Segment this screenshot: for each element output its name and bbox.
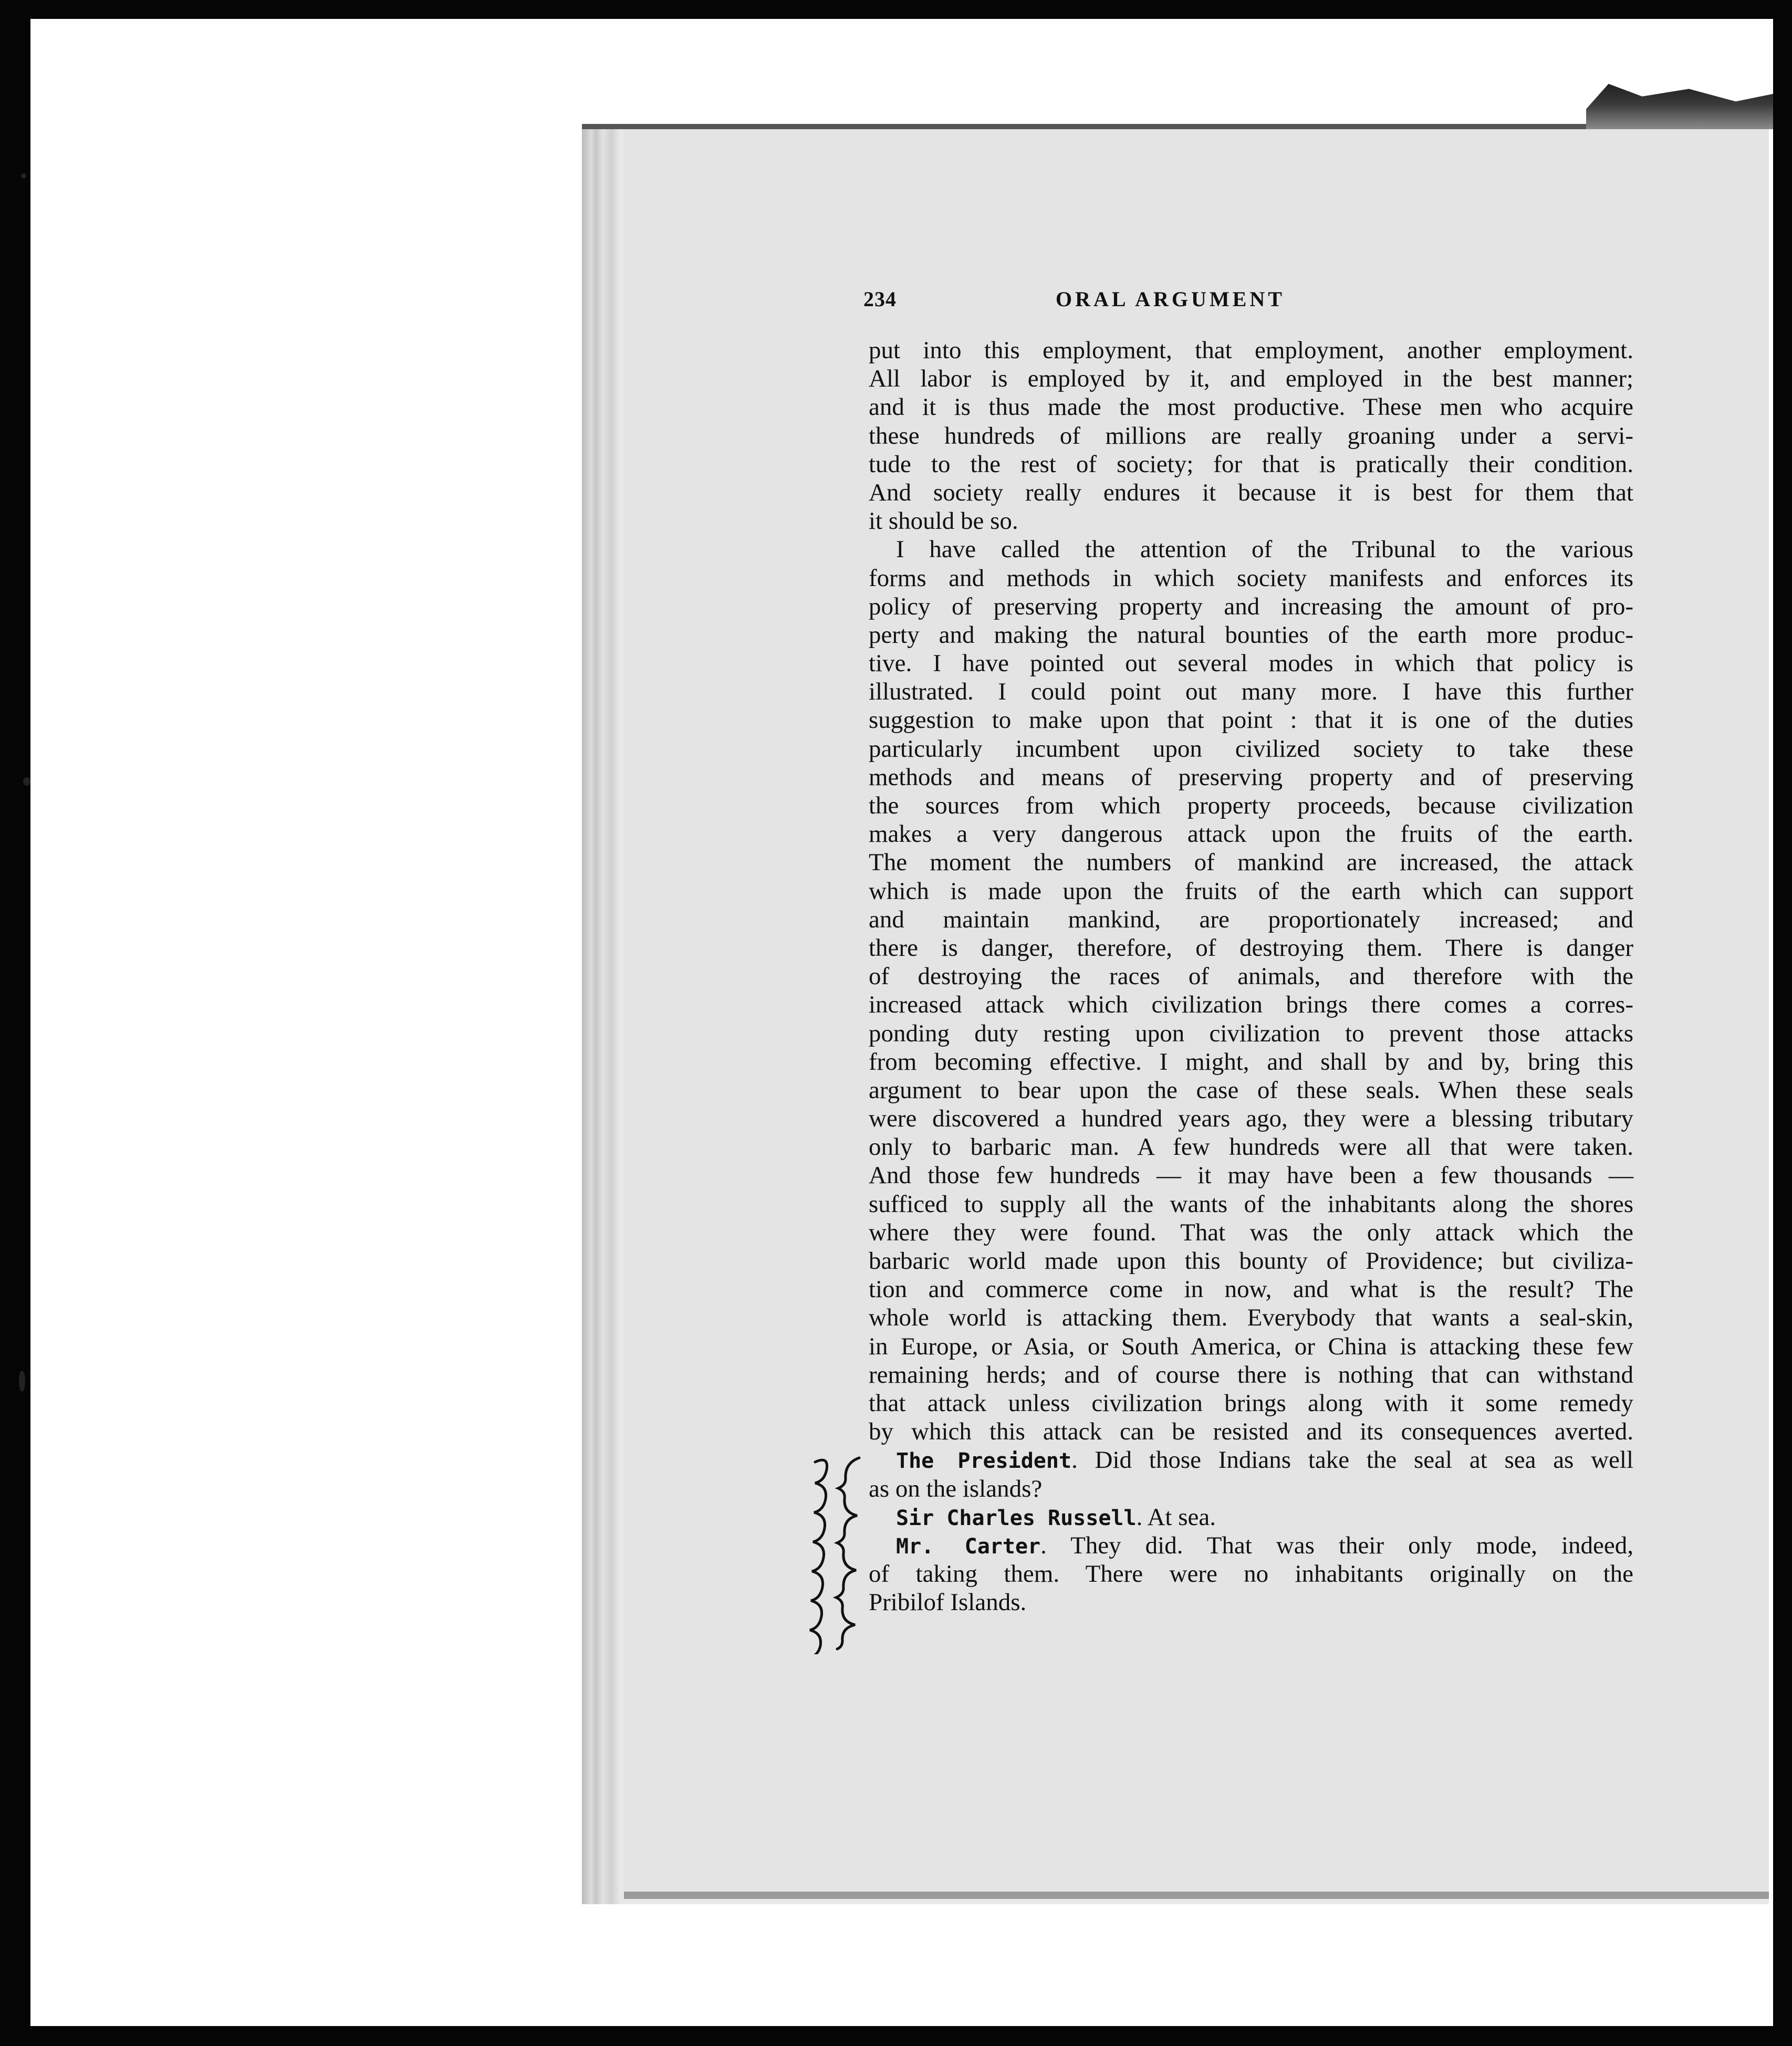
torn-page-corner: [1586, 79, 1773, 129]
dialogue-line: as on the islands?: [869, 1475, 1043, 1502]
film-border-top: [0, 0, 1792, 19]
film-border-right: [1773, 0, 1792, 2046]
text-line: tude to the rest of society; for that is pratically their condition.: [869, 450, 1633, 478]
text-line: only to barbaric man. A few hundreds were all that were taken.: [869, 1133, 1633, 1161]
text-line: the sources from which property proceeds, because civilization: [869, 792, 1633, 819]
speaker-name: The President: [896, 1449, 1072, 1474]
page-number: 234: [863, 287, 897, 311]
dialogue-line: Pribilof Islands.: [869, 1589, 1027, 1616]
text-line: particularly incumbent upon civilized society to take these: [869, 735, 1633, 763]
dialogue-line: [869, 1446, 1633, 1474]
text-line: increased attack which civilization brings there comes a corres-: [869, 991, 1633, 1019]
page-bottom-edge: [624, 1892, 1769, 1899]
text-line: and maintain mankind, are proportionately increased; and: [869, 905, 1633, 933]
text-line: that attack unless civilization brings along with it some remedy: [869, 1389, 1633, 1417]
scan-speck: [23, 777, 30, 786]
speaker-name: Mr. Carter: [896, 1534, 1041, 1559]
text-line: And society really endures it because it is best for them that: [869, 478, 1633, 506]
text-line: tion and commerce come in now, and what is the result? The: [869, 1276, 1633, 1303]
text-line: and it is thus made the most productive. These men who acquire: [869, 393, 1633, 421]
dialogue-text: . At sea.: [1136, 1503, 1216, 1531]
text-line: whole world is attacking them. Everybody that wants a seal-skin,: [869, 1304, 1633, 1332]
text-line: All labor is employed by it, and employed in the best manner;: [869, 365, 1633, 393]
text-line: tive. I have pointed out several modes in which that policy is: [869, 650, 1633, 677]
text-line: suggestion to make upon that point : that it is one of the duties: [869, 706, 1633, 734]
dialogue-line: [869, 1503, 1633, 1531]
text-line: perty and making the natural bounties of the earth more produc-: [869, 621, 1633, 649]
film-border-left: [0, 0, 30, 2046]
dialogue-text: . Did those Indians take the seal at sea as well: [1071, 1446, 1633, 1474]
text-line: which is made upon the fruits of the earth which can support: [869, 877, 1633, 905]
text-line: were discovered a hundred years ago, they were a blessing tributary: [869, 1105, 1633, 1133]
text-line: it should be so.: [869, 507, 1018, 535]
dialogue-line: [869, 1531, 1633, 1560]
text-line: where they were found. That was the only attack which the: [869, 1218, 1633, 1246]
text-line: forms and methods in which society manifests and enforces its: [869, 564, 1633, 592]
dialogue-text: . They did. That was their only mode, indeed,: [1040, 1531, 1633, 1559]
text-line: from becoming effective. I might, and shall by and by, bring this: [869, 1048, 1633, 1076]
text-line: ponding duty resting upon civilization to prevent those attacks: [869, 1019, 1633, 1047]
text-line: these hundreds of millions are really groaning under a servi-: [869, 422, 1633, 450]
text-line: in Europe, or Asia, or South America, or China is attacking these few: [869, 1332, 1633, 1360]
dialogue-line: of taking them. There were no inhabitants originally on the: [869, 1560, 1633, 1588]
text-line: argument to bear upon the case of these seals. When these seals: [869, 1076, 1633, 1104]
running-head: ORAL ARGUMENT: [1056, 287, 1285, 311]
scan-speck: [19, 1371, 25, 1392]
body-text: [869, 336, 1633, 1616]
text-line: illustrated. I could point out many more. I have this further: [869, 678, 1633, 706]
text-line: remaining herds; and of course there is nothing that can withstand: [869, 1361, 1633, 1389]
text-line: policy of preserving property and increasing the amount of pro-: [869, 592, 1633, 620]
text-line: there is danger, therefore, of destroying them. There is danger: [869, 934, 1633, 962]
text-line: I have called the attention of the Tribunal to the various: [896, 536, 1633, 563]
text-line: And those few hundreds — it may have been a few thousands —: [869, 1162, 1633, 1189]
text-line: makes a very dangerous attack upon the fruits of the earth.: [869, 820, 1633, 848]
scan-speck: [21, 173, 26, 179]
text-line: sufficed to supply all the wants of the inhabitants along the shores: [869, 1190, 1633, 1218]
text-line: of destroying the races of animals, and therefore with the: [869, 963, 1633, 990]
text-line: by which this attack can be resisted and its consequences averted.: [869, 1418, 1633, 1446]
text-line: The moment the numbers of mankind are increased, the attack: [869, 849, 1633, 876]
margin-bracket-marks: [805, 1455, 873, 1654]
film-border-bottom: [0, 2026, 1792, 2046]
text-line: put into this employment, that employment, another employment.: [869, 337, 1633, 364]
text-line: barbaric world made upon this bounty of Providence; but civiliza-: [869, 1247, 1633, 1275]
text-line: methods and means of preserving property and of preserving: [869, 763, 1633, 791]
speaker-name: Sir Charles Russell: [896, 1506, 1137, 1530]
